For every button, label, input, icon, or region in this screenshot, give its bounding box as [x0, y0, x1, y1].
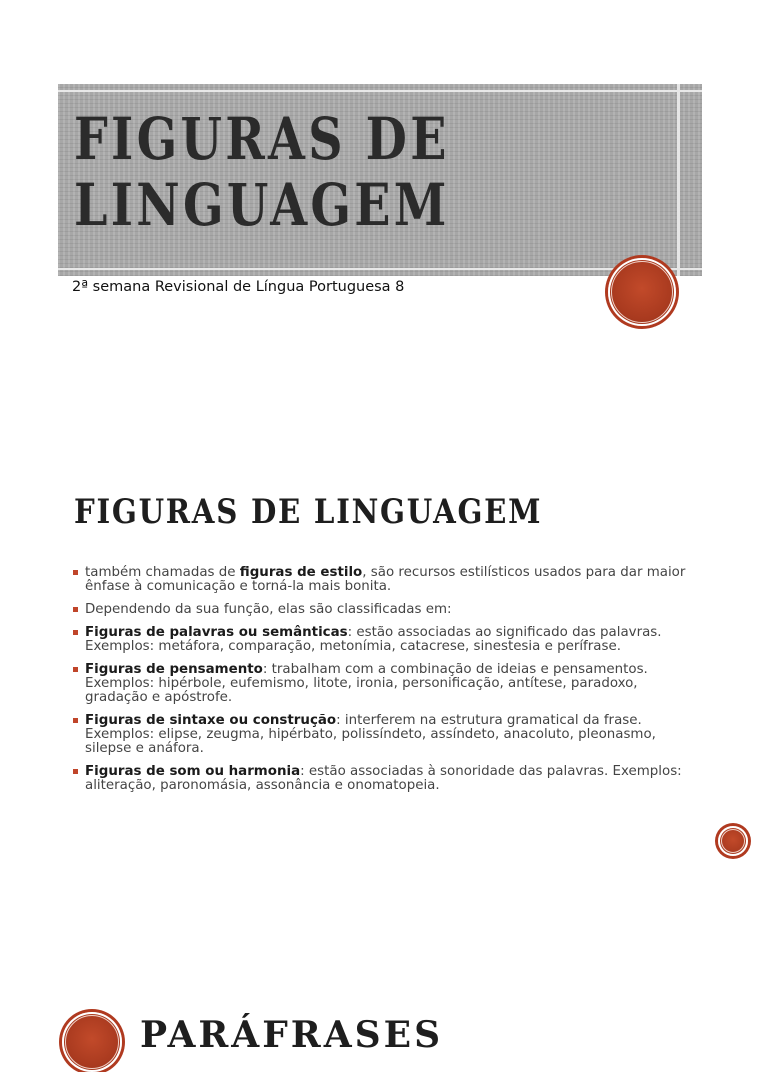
bullet-icon [73, 630, 78, 635]
bullet-icon [73, 570, 78, 575]
bullet-list [72, 566, 702, 802]
slide-subtitle: 2ª semana Revisional de Língua Portuguesa 8 [72, 279, 405, 295]
list-item: Figuras de som ou harmonia: estão associadas à sonoridade das palavras. Exemplos: aliteração, paronomásia, assonância e onomatopeia. [72, 765, 702, 793]
slide-title: FIGURAS DE LINGUAGEM [74, 105, 450, 239]
section-title: FIGURAS DE LINGUAGEM [74, 492, 543, 532]
decorative-circle-icon [62, 1012, 122, 1072]
banner-top-line [58, 90, 702, 92]
bullet-icon [73, 667, 78, 672]
bullet-icon [73, 769, 78, 774]
list-item: também chamadas de figuras de estilo, são recursos estilísticos usados para dar maior ênfase à comunicação e torná-la mais bonita. [72, 566, 702, 594]
title-banner [58, 84, 702, 276]
decorative-circle-icon [608, 258, 676, 326]
bullet-icon [73, 607, 78, 612]
banner-divider [677, 84, 680, 276]
list-item: Dependendo da sua função, elas são classificadas em: [72, 603, 702, 617]
banner-bottom-line [58, 268, 702, 270]
list-item: Figuras de pensamento: trabalham com a combinação de ideias e pensamentos. Exemplos: hipérbole, eufemismo, litote, ironia, personificação, antítese, paradoxo, gradação e apóstrofe. [72, 663, 702, 705]
bullet-icon [73, 718, 78, 723]
decorative-circle-icon [718, 826, 748, 856]
list-item: Figuras de palavras ou semânticas: estão associadas ao significado das palavras. Exemplos: metáfora, comparação, metonímia, catacrese, sinestesia e perífrase. [72, 626, 702, 654]
next-slide-title: PARÁFRASES [140, 1014, 444, 1056]
list-item: Figuras de sintaxe ou construção: interferem na estrutura gramatical da frase. Exemplos: elipse, zeugma, hipérbato, polissíndeto, assíndeto, anacoluto, pleonasmo, silepse e anáfora. [72, 714, 702, 756]
